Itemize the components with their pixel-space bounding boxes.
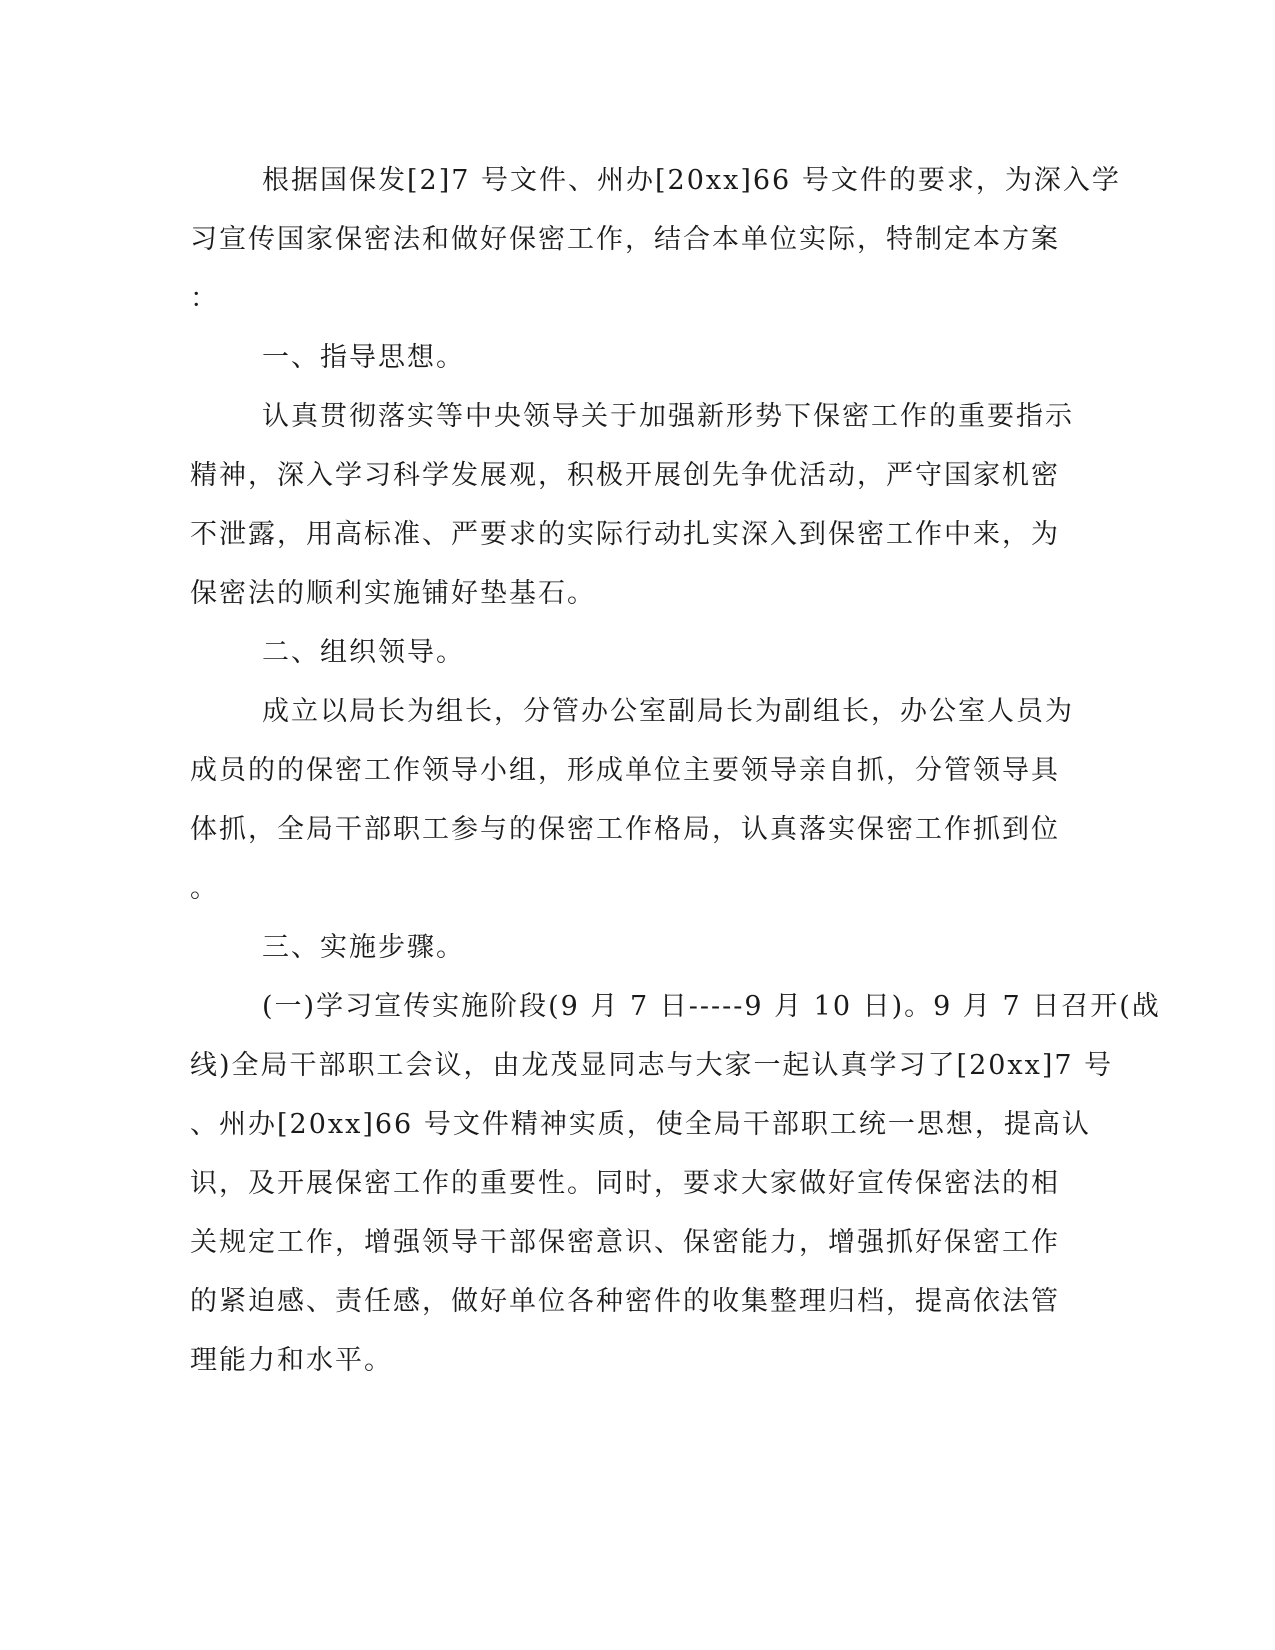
text-line: 、州办[20xx]66 号文件精神实质，使全局干部职工统一思想，提高认 bbox=[190, 1109, 1091, 1140]
section-heading: 三、实施步骤。 bbox=[262, 932, 465, 963]
text-line: 精神，深入学习科学发展观，积极开展创先争优活动，严守国家机密 bbox=[190, 460, 1060, 491]
text-line: 习宣传国家保密法和做好保密工作，结合本单位实际，特制定本方案 bbox=[190, 224, 1060, 255]
text-line: 成立以局长为组长，分管办公室副局长为副组长，办公室人员为 bbox=[262, 696, 1074, 727]
text-line: 的紧迫感、责任感，做好单位各种密件的收集整理归档，提高依法管 bbox=[190, 1286, 1060, 1317]
section-heading: 二、组织领导。 bbox=[262, 637, 465, 668]
text-line: 。 bbox=[190, 873, 219, 904]
text-line: 线)全局干部职工会议，由龙茂显同志与大家一起认真学习了[20xx]7 号 bbox=[190, 1050, 1114, 1081]
section-heading: 一、指导思想。 bbox=[262, 342, 465, 373]
text-line: 体抓，全局干部职工参与的保密工作格局，认真落实保密工作抓到位 bbox=[190, 814, 1060, 845]
text-line: 保密法的顺利实施铺好垫基石。 bbox=[190, 578, 596, 609]
text-line: 成员的的保密工作领导小组，形成单位主要领导亲自抓，分管领导具 bbox=[190, 755, 1060, 786]
text-line: 不泄露，用高标准、严要求的实际行动扎实深入到保密工作中来，为 bbox=[190, 519, 1060, 550]
text-line: 根据国保发[2]7 号文件、州办[20xx]66 号文件的要求，为深入学 bbox=[262, 165, 1121, 196]
text-line: (一)学习宣传实施阶段(9 月 7 日-----9 月 10 日)。9 月 7 日召开(战 bbox=[262, 991, 1161, 1022]
text-line: 理能力和水平。 bbox=[190, 1345, 393, 1376]
text-line: 认真贯彻落实等中央领导关于加强新形势下保密工作的重要指示 bbox=[262, 401, 1074, 432]
text-line: 识，及开展保密工作的重要性。同时，要求大家做好宣传保密法的相 bbox=[190, 1168, 1060, 1199]
text-line: 关规定工作，增强领导干部保密意识、保密能力，增强抓好保密工作 bbox=[190, 1227, 1060, 1258]
text-line: ： bbox=[190, 283, 219, 314]
